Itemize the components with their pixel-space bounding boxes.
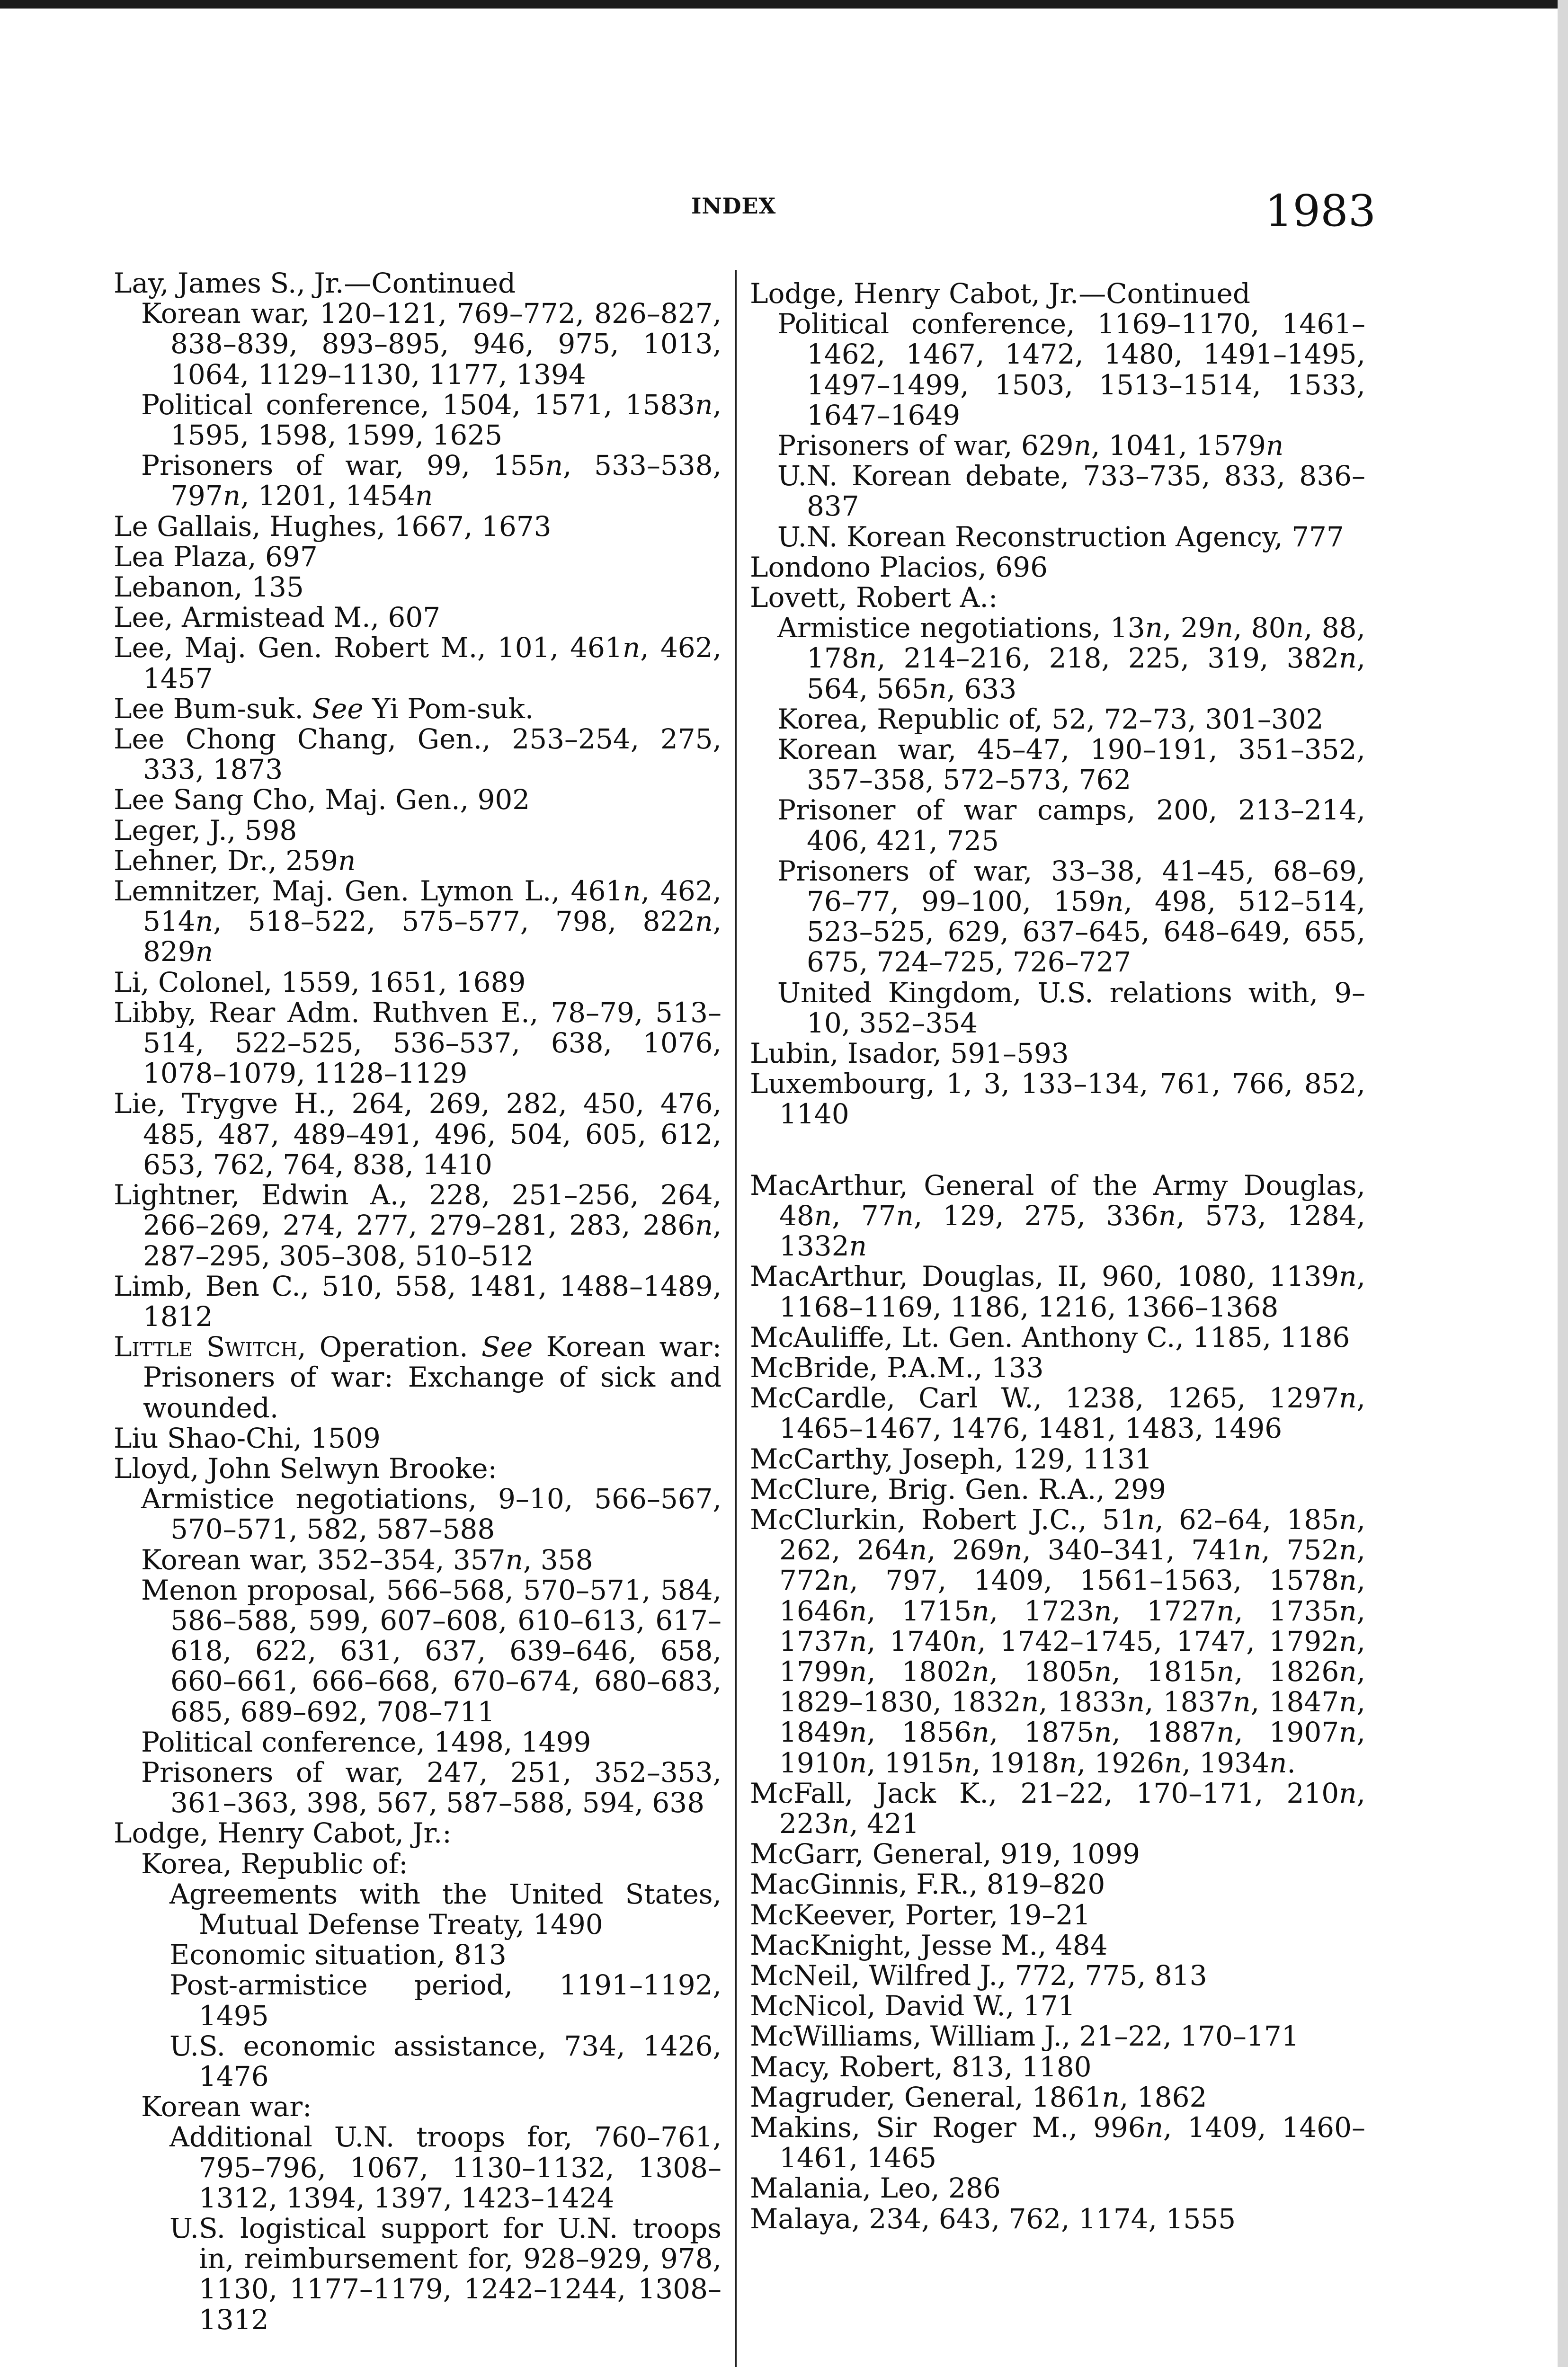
index-entry: Lee Bum-suk. See Yi Pom-suk.	[114, 692, 534, 725]
index-entry: Lightner, Edwin A., 228, 251–256, 264, 266–269, 274, 277, 279–281, 283, 286n, 287–295, 305–308, 510–512	[114, 1179, 722, 1272]
index-entry: Li, Colonel, 1559, 1651, 1689	[114, 966, 526, 998]
index-column-left	[114, 268, 722, 2335]
index-entry: Little Switch, Operation. See Korean war: Prisoners of war: Exchange of sick and wounded.	[114, 1331, 722, 1424]
index-entry: Lee, Maj. Gen. Robert M., 101, 461n, 462, 1457	[114, 632, 722, 694]
index-entry: McKeever, Porter, 19–21	[750, 1898, 1091, 1931]
index-subentry: Agreements with the United States, Mutual Defense Treaty, 1490	[169, 1878, 722, 1940]
index-entry: McCardle, Carl W., 1238, 1265, 1297n, 1465–1467, 1476, 1481, 1483, 1496	[750, 1382, 1365, 1445]
index-entry: Lea Plaza, 697	[114, 540, 318, 573]
index-subentry: Korean war:	[141, 2091, 312, 2123]
index-subentry: U.S. economic assistance, 734, 1426, 1476	[169, 2029, 722, 2092]
column-divider	[735, 270, 737, 2367]
index-subentry: Political conference, 1169–1170, 1461–1462, 1467, 1472, 1480, 1491–1495, 1497–1499, 1503, 1513–1514, 1533, 1647–1649	[777, 308, 1365, 431]
index-subentry: Korea, Republic of:	[141, 1847, 408, 1880]
index-subentry: Political conference, 1498, 1499	[141, 1726, 591, 1758]
index-entry: Malaya, 234, 643, 762, 1174, 1555	[750, 2202, 1236, 2235]
index-entry: Lie, Trygve H., 264, 269, 282, 450, 476, 485, 487, 489–491, 496, 504, 605, 612, 653, 762, 764, 838, 1410	[114, 1087, 722, 1181]
index-subentry: Prisoners of war, 247, 251, 352–353, 361–363, 398, 567, 587–588, 594, 638	[141, 1756, 722, 1819]
index-entry: McNicol, David W., 171	[750, 1990, 1076, 2022]
index-entry: MacArthur, General of the Army Douglas, 48n, 77n, 129, 275, 336n, 573, 1284, 1332n	[750, 1169, 1365, 1263]
running-header: INDEX	[691, 193, 776, 219]
index-entry: Libby, Rear Adm. Ruthven E., 78–79, 513–514, 522–525, 536–537, 638, 1076, 1078–1079, 1128–1129	[114, 996, 722, 1090]
index-subentry: Prisoner of war camps, 200, 213–214, 406, 421, 725	[777, 794, 1365, 857]
index-entry: McCarthy, Joseph, 129, 1131	[750, 1442, 1152, 1475]
index-entry: Le Gallais, Hughes, 1667, 1673	[114, 510, 552, 543]
index-subentry: United Kingdom, U.S. relations with, 9–10, 352–354	[777, 976, 1365, 1039]
index-entry: McGarr, General, 919, 1099	[750, 1838, 1140, 1870]
index-entry: Londono Placios, 696	[750, 551, 1048, 583]
index-subentry: Korean war, 352–354, 357n, 358	[141, 1543, 593, 1576]
index-subentry: Additional U.N. troops for, 760–761, 795–796, 1067, 1130–1132, 1308–1312, 1394, 1397, 1423–1424	[169, 2121, 722, 2214]
index-entry: Lehner, Dr., 259n	[114, 844, 356, 877]
index-subentry: Post-armistice period, 1191–1192, 1495	[169, 1969, 722, 2032]
index-subentry: Prisoners of war, 99, 155n, 533–538, 797n, 1201, 1454n	[141, 449, 722, 512]
index-entry: Malania, Leo, 286	[750, 2172, 1001, 2205]
letter-section-break	[750, 1130, 1365, 1170]
index-entry: MacGinnis, F.R., 819–820	[750, 1868, 1105, 1901]
index-entry: Lay, James S., Jr.—Continued	[114, 267, 516, 299]
index-entry: McWilliams, William J., 21–22, 170–171	[750, 2020, 1299, 2053]
index-subentry: Korean war, 120–121, 769–772, 826–827, 838–839, 893–895, 946, 975, 1013, 1064, 1129–1130, 1177, 1394	[141, 297, 722, 391]
index-entry: Lemnitzer, Maj. Gen. Lymon L., 461n, 462, 514n, 518–522, 575–577, 798, 822n, 829n	[114, 875, 722, 968]
index-entry: Lebanon, 135	[114, 571, 304, 604]
index-entry: Lodge, Henry Cabot, Jr.:	[114, 1817, 452, 1850]
index-entry: Leger, J., 598	[114, 814, 297, 846]
top-scan-edge	[0, 0, 1568, 9]
index-entry: McClurkin, Robert J.C., 51n, 62–64, 185n, 262, 264n, 269n, 340–341, 741n, 752n, 772n, 797, 1409, 1561–1563, 1578n, 1646n, 1715n, 1723n, 1727n, 1735n, 1737n, 1740n, 1742–1745, 1747, 1792n, 1799n, 1802n, 1805n, 1815n, 1826n, 1829–1830, 1832n, 1833n, 1837n, 1847n, 1849n, 1856n, 1875n, 1887n, 1907n, 1910n, 1915n, 1918n, 1926n, 1934n.	[750, 1503, 1366, 1779]
index-entry: McFall, Jack K., 21–22, 170–171, 210n, 223n, 421	[750, 1777, 1365, 1840]
index-subentry: U.N. Korean debate, 733–735, 833, 836–837	[777, 460, 1365, 523]
index-subentry: U.S. logistical support for U.N. troops in, reimbursement for, 928–929, 978, 1130, 1177–1179, 1242–1244, 1308–1312	[169, 2212, 722, 2336]
index-subentry: Armistice negotiations, 9–10, 566–567, 570–571, 582, 587–588	[141, 1483, 722, 1546]
index-entry: Lee Sang Cho, Maj. Gen., 902	[114, 783, 530, 816]
index-entry: Lodge, Henry Cabot, Jr.—Continued	[750, 277, 1250, 310]
index-entry: MacArthur, Douglas, II, 960, 1080, 1139n, 1168–1169, 1186, 1216, 1366–1368	[750, 1260, 1365, 1323]
index-entry: Lloyd, John Selwyn Brooke:	[114, 1452, 498, 1485]
index-entry: Lee Chong Chang, Gen., 253–254, 275, 333, 1873	[114, 723, 722, 786]
right-scan-edge	[1558, 0, 1568, 2367]
index-entry: McNeil, Wilfred J., 772, 775, 813	[750, 1959, 1207, 1992]
index-subentry: Political conference, 1504, 1571, 1583n, 1595, 1598, 1599, 1625	[141, 388, 722, 452]
index-subentry: Armistice negotiations, 13n, 29n, 80n, 88, 178n, 214–216, 218, 225, 319, 382n, 564, 565n, 633	[777, 612, 1365, 705]
index-subentry: Prisoners of war, 629n, 1041, 1579n	[777, 429, 1284, 462]
index-subentry: U.N. Korean Reconstruction Agency, 777	[777, 520, 1344, 553]
index-entry: Liu Shao-Chi, 1509	[114, 1422, 381, 1454]
index-entry: Lee, Armistead M., 607	[114, 601, 441, 634]
index-entry: Limb, Ben C., 510, 558, 1481, 1488–1489, 1812	[114, 1270, 722, 1333]
index-entry: Makins, Sir Roger M., 996n, 1409, 1460–1461, 1465	[750, 2111, 1365, 2174]
index-entry: Macy, Robert, 813, 1180	[750, 2050, 1092, 2083]
index-entry: MacKnight, Jesse M., 484	[750, 1929, 1108, 1961]
index-entry: McBride, P.A.M., 133	[750, 1351, 1044, 1384]
index-entry: McAuliffe, Lt. Gen. Anthony C., 1185, 1186	[750, 1321, 1350, 1353]
index-entry: Lubin, Isador, 591–593	[750, 1037, 1069, 1070]
index-entry: Magruder, General, 1861n, 1862	[750, 2081, 1207, 2113]
page-number: 1983	[1265, 186, 1376, 236]
index-subentry: Economic situation, 813	[169, 1939, 507, 1971]
index-entry: Luxembourg, 1, 3, 133–134, 761, 766, 852, 1140	[750, 1068, 1365, 1130]
index-column-right	[750, 278, 1365, 2234]
index-subentry: Menon proposal, 566–568, 570–571, 584, 586–588, 599, 607–608, 610–613, 617–618, 622, 631, 637, 639–646, 658, 660–661, 666–668, 670–674, 680–683, 685, 689–692, 708–711	[141, 1574, 722, 1728]
index-subentry: Prisoners of war, 33–38, 41–45, 68–69, 76–77, 99–100, 159n, 498, 512–514, 523–525, 629, 637–645, 648–649, 655, 675, 724–725, 726–727	[777, 854, 1365, 979]
index-subentry: Korean war, 45–47, 190–191, 351–352, 357–358, 572–573, 762	[777, 733, 1365, 796]
index-entry: Lovett, Robert A.:	[750, 581, 998, 614]
index-subentry: Korea, Republic of, 52, 72–73, 301–302	[777, 703, 1324, 735]
index-entry: McClure, Brig. Gen. R.A., 299	[750, 1473, 1166, 1505]
